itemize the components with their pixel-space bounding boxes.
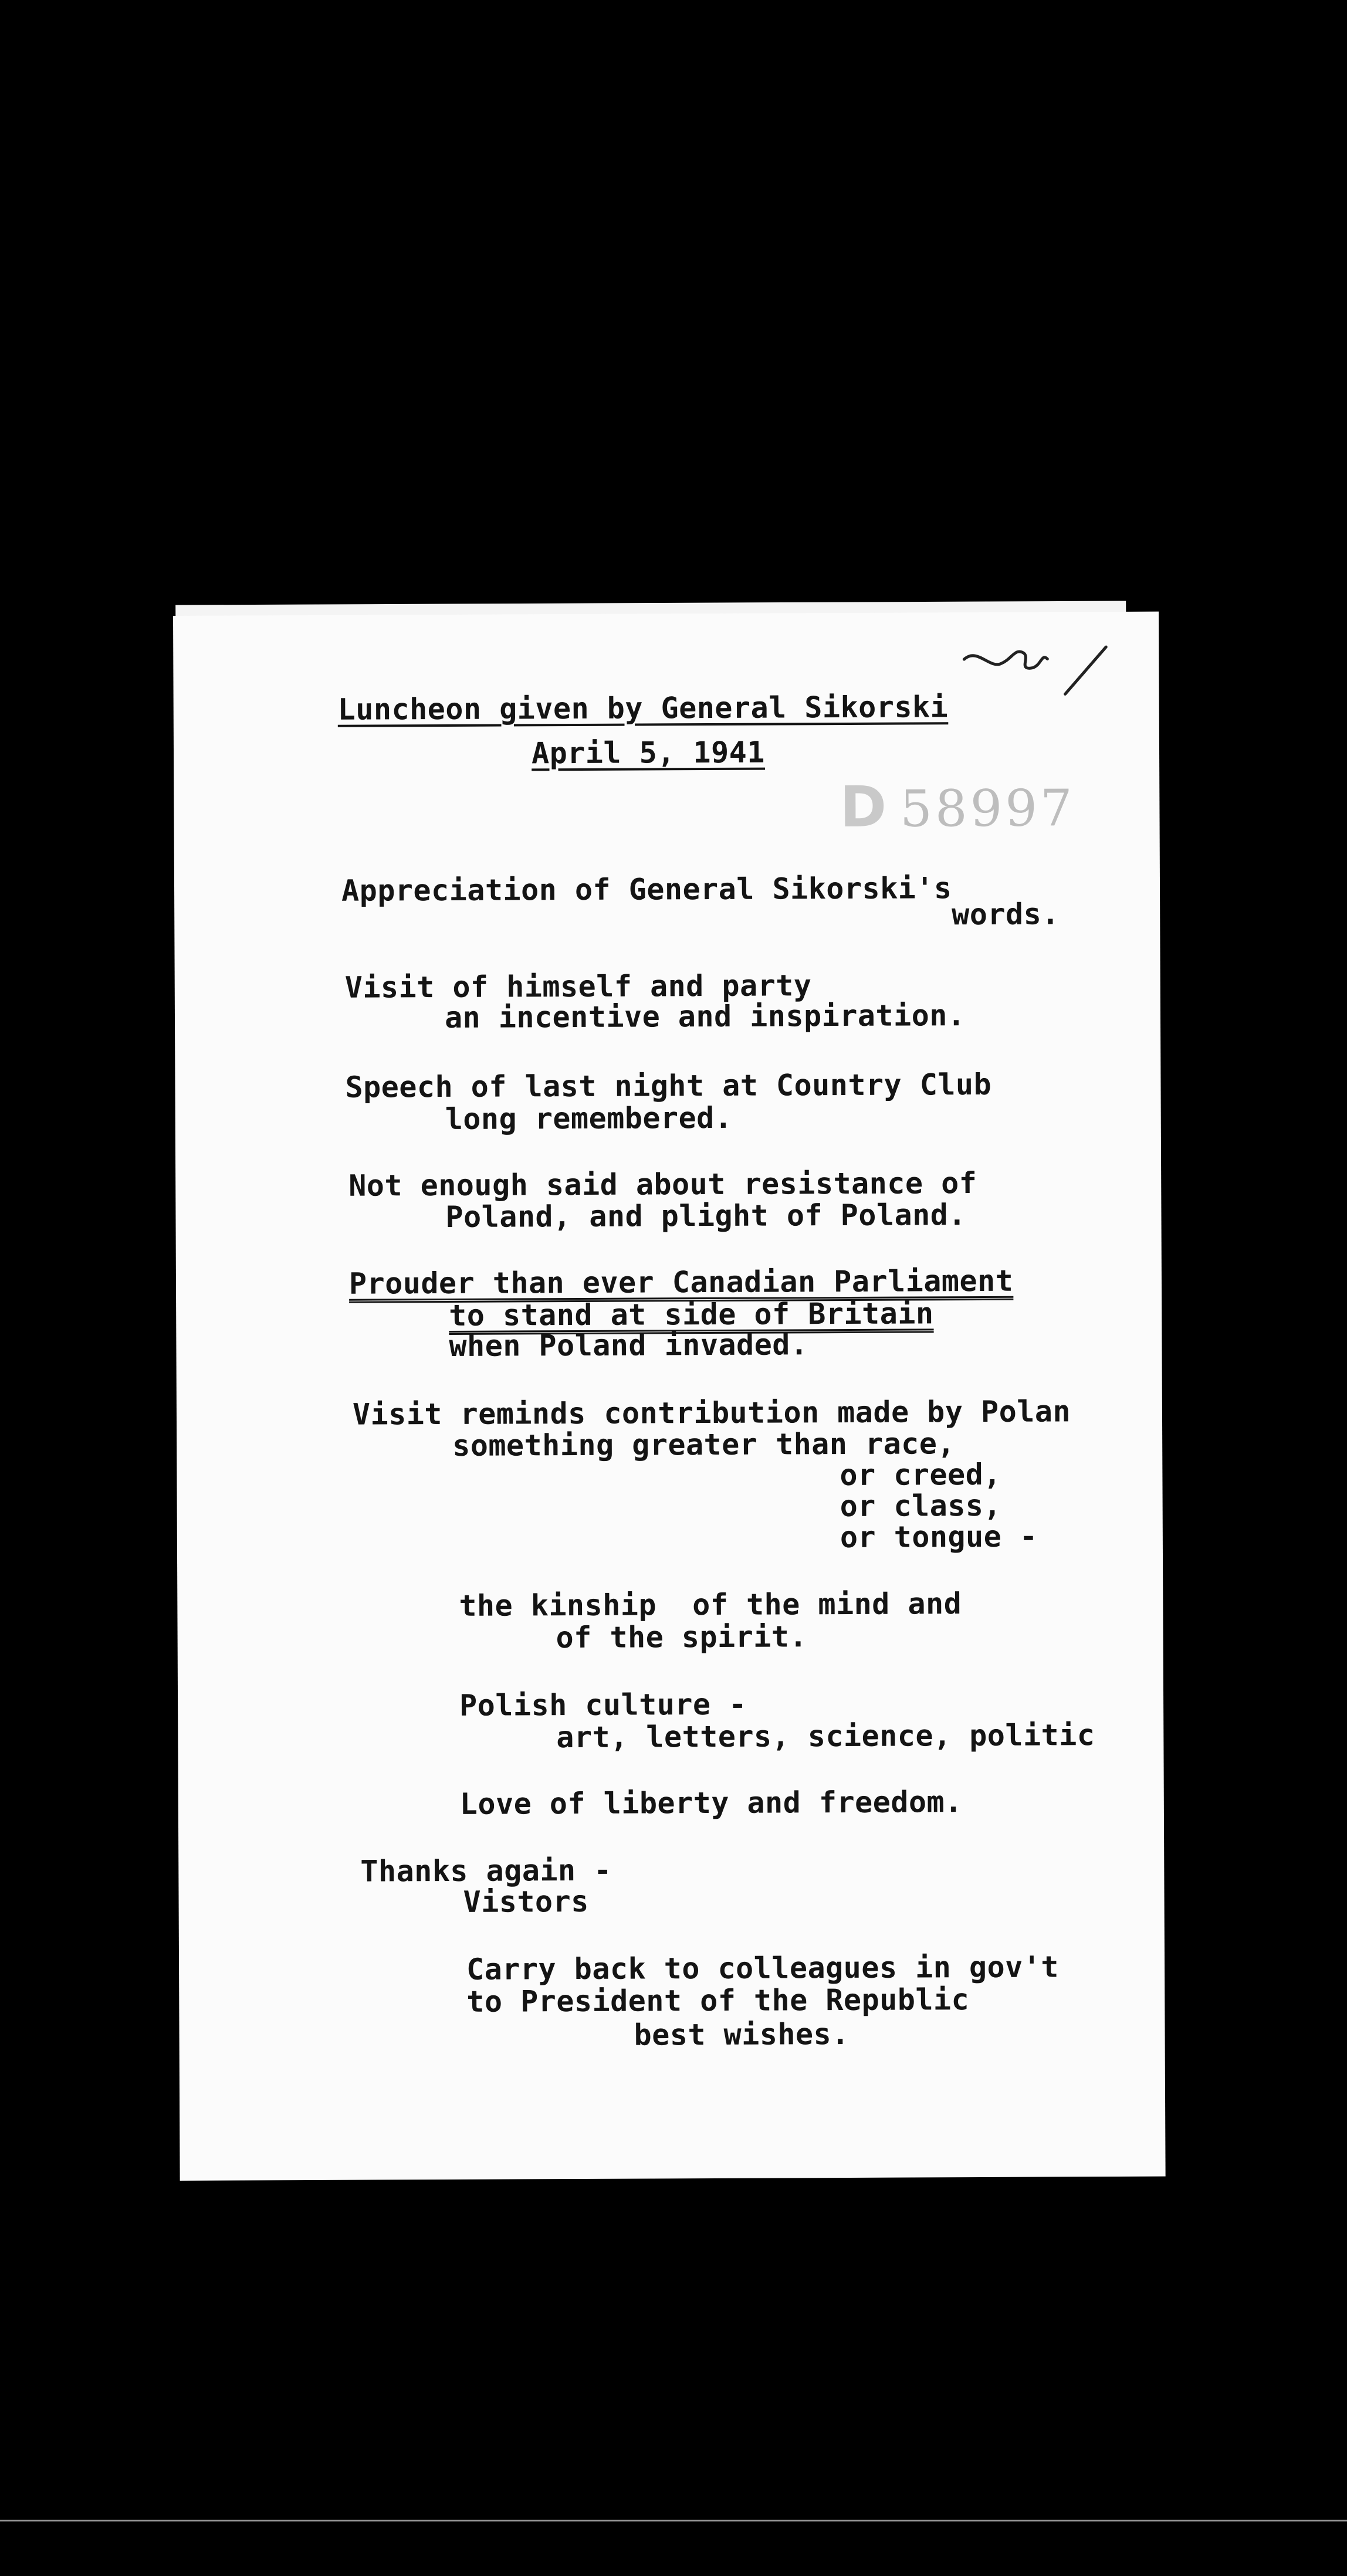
text-line: long remembered. xyxy=(445,1100,733,1136)
text-line: or class, xyxy=(840,1488,1002,1524)
text-line: Visit reminds contribution made by Polan xyxy=(352,1394,1071,1432)
text-line: Polish culture - xyxy=(459,1687,747,1723)
document-date: April 5, 1941 xyxy=(531,735,765,771)
text-line: Visit of himself and party xyxy=(344,968,812,1005)
text-line: to President of the Republic xyxy=(466,1982,970,2019)
text-line: Not enough said about resistance of xyxy=(348,1166,977,1203)
text-line: Thanks again - xyxy=(360,1853,612,1889)
text-line: or tongue - xyxy=(840,1519,1038,1555)
text-line: words. xyxy=(952,897,1060,932)
text-line: an incentive and inspiration. xyxy=(444,998,966,1035)
text-line: Vistors xyxy=(463,1884,589,1919)
scan-edge-line xyxy=(0,2520,1347,2521)
text-line: Poland, and plight of Poland. xyxy=(445,1198,967,1234)
text-line: to stand at side of Britain xyxy=(449,1296,934,1333)
text-line: the kinship of the mind and xyxy=(459,1587,962,1623)
document-title: Luncheon given by General Sikorski xyxy=(337,690,949,727)
text-line: Love of liberty and freedom. xyxy=(459,1785,963,1821)
text-line: Prouder than ever Canadian Parliament xyxy=(348,1263,1014,1301)
text-line: when Poland invaded. xyxy=(449,1327,808,1363)
handwritten-mark xyxy=(959,635,1136,712)
text-line: art, letters, science, politic xyxy=(556,1718,1095,1755)
text-line: something greater than race, xyxy=(452,1426,956,1463)
text-line: best wishes. xyxy=(634,2016,850,2052)
text-line: Carry back to colleagues in gov't xyxy=(466,1950,1060,1987)
text-line: of the spirit. xyxy=(556,1619,808,1655)
text-line: Speech of last night at Country Club xyxy=(345,1067,992,1104)
text-line: or creed, xyxy=(840,1457,1001,1493)
archive-stamp: D 58997 xyxy=(840,774,1075,840)
text-line: Appreciation of General Sikorski's xyxy=(341,871,952,908)
document-page xyxy=(173,612,1166,2181)
